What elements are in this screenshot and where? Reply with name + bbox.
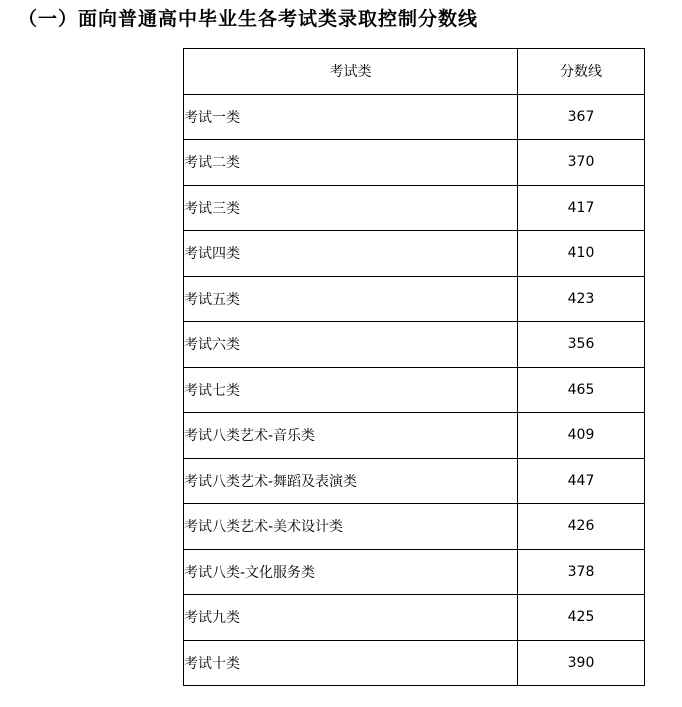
table-row — [184, 595, 645, 641]
score-cell: 378 — [518, 549, 645, 595]
table-row — [184, 367, 645, 413]
table-row — [184, 140, 645, 186]
score-cell: 417 — [518, 185, 645, 231]
category-cell: 考试十类 — [184, 640, 518, 686]
section-heading: （一）面向普通高中毕业生各考试类录取控制分数线 — [18, 8, 479, 30]
table-row — [184, 322, 645, 368]
table-row — [184, 276, 645, 322]
score-cell: 390 — [518, 640, 645, 686]
score-cell: 370 — [518, 140, 645, 186]
category-cell: 考试八类艺术-美术设计类 — [184, 504, 518, 550]
category-cell: 考试九类 — [184, 595, 518, 641]
category-cell: 考试七类 — [184, 367, 518, 413]
score-cell: 409 — [518, 413, 645, 459]
score-table — [183, 48, 645, 686]
table-row — [184, 94, 645, 140]
table-row — [184, 231, 645, 277]
table-row — [184, 640, 645, 686]
score-cell: 423 — [518, 276, 645, 322]
category-cell: 考试三类 — [184, 185, 518, 231]
score-cell: 447 — [518, 458, 645, 504]
category-cell: 考试八类艺术-舞蹈及表演类 — [184, 458, 518, 504]
table-row — [184, 458, 645, 504]
score-cell: 465 — [518, 367, 645, 413]
column-header-category: 考试类 — [184, 49, 518, 95]
score-cell: 356 — [518, 322, 645, 368]
score-cell: 410 — [518, 231, 645, 277]
score-cell: 425 — [518, 595, 645, 641]
category-cell: 考试五类 — [184, 276, 518, 322]
category-cell: 考试六类 — [184, 322, 518, 368]
table-row — [184, 185, 645, 231]
category-cell: 考试八类-文化服务类 — [184, 549, 518, 595]
table-row — [184, 413, 645, 459]
column-header-score: 分数线 — [518, 49, 645, 95]
score-cell: 367 — [518, 94, 645, 140]
table-header-row — [184, 49, 645, 95]
table-row — [184, 549, 645, 595]
score-cell: 426 — [518, 504, 645, 550]
table-row — [184, 504, 645, 550]
category-cell: 考试四类 — [184, 231, 518, 277]
category-cell: 考试八类艺术-音乐类 — [184, 413, 518, 459]
category-cell: 考试一类 — [184, 94, 518, 140]
category-cell: 考试二类 — [184, 140, 518, 186]
